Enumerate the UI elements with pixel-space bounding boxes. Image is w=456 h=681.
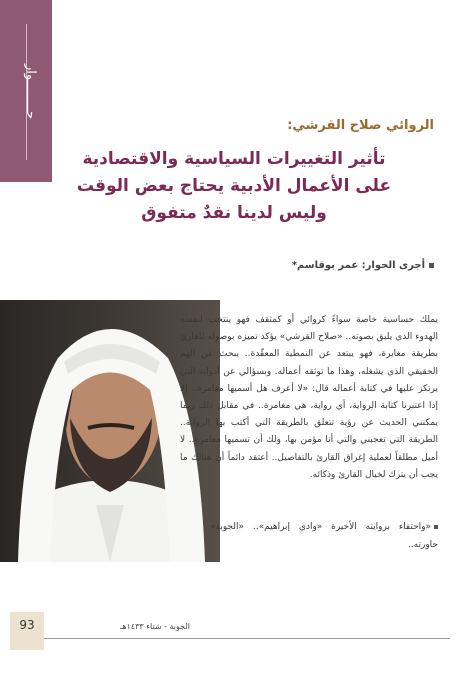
square-bullet-icon bbox=[434, 525, 438, 529]
headline-line: على الأعمال الأدبية يحتاج بعض الوقت bbox=[76, 176, 392, 196]
caption-text: «واحتفاء بروايته الأخيرة «وادي إبراهيم».. «الجوبة» حاورته.. bbox=[210, 522, 438, 550]
article-headline bbox=[34, 146, 434, 227]
square-bullet-icon bbox=[429, 263, 434, 268]
article-body: يملك حساسية خاصة سواءً كروائي أو كمثقف فهو ينتخب لنفسه الهدوء الذي يليق بصوته.. «صلاح القرشي» يؤكد تميزه بوصوله للقارئ بطريقة مغايرة، فهو يبتعد عن النمطية المعقّدة.. يبحث عن الهم الحقيقي الذي يشغله، وهذا ما توثقه أعماله. وبسؤالي عن أدواته التي يرتكز عليها في كتابة أعماله قال: «لا أعرف هل أسميها مغامرة.. إلا إذا اعتبرنا كتابة الرواية، أي رواية، هي مغامرة.. في مقابل ذلك ربما يمكنني الحديث عن رؤية تتعلق بالطريقة التي أكتب بها الرواية.. الطريقة التي تعجبني والتي أنا مؤمن بها، ولك أن تسميها مغامرة.. لا أميل مطلقاً لعملية إغراق القارئ بالتفاصيل.. أعتقد دائماً أن هنالك ما يجب أن يترك لخيال القارئ وذكائه. bbox=[180, 315, 438, 480]
byline-text: أجرى الحوار: عمر بوقاسم* bbox=[291, 260, 425, 271]
headline-line: وليس لدينا نقدٌ متفوق bbox=[141, 203, 327, 223]
page-footer bbox=[10, 612, 450, 652]
article-intro-caption bbox=[210, 518, 438, 554]
article-subtitle: الروائي صلاح القرشي: bbox=[287, 118, 434, 133]
headline-line: تأثير التغييرات السياسية والاقتصادية bbox=[82, 149, 386, 169]
footer-divider bbox=[10, 638, 450, 639]
magazine-issue: الجوبة - شتاء ١٤٣٣هـ bbox=[119, 622, 190, 631]
section-label: حــــــــوار bbox=[23, 64, 38, 120]
page-number: 93 bbox=[10, 612, 44, 650]
byline bbox=[34, 260, 434, 271]
